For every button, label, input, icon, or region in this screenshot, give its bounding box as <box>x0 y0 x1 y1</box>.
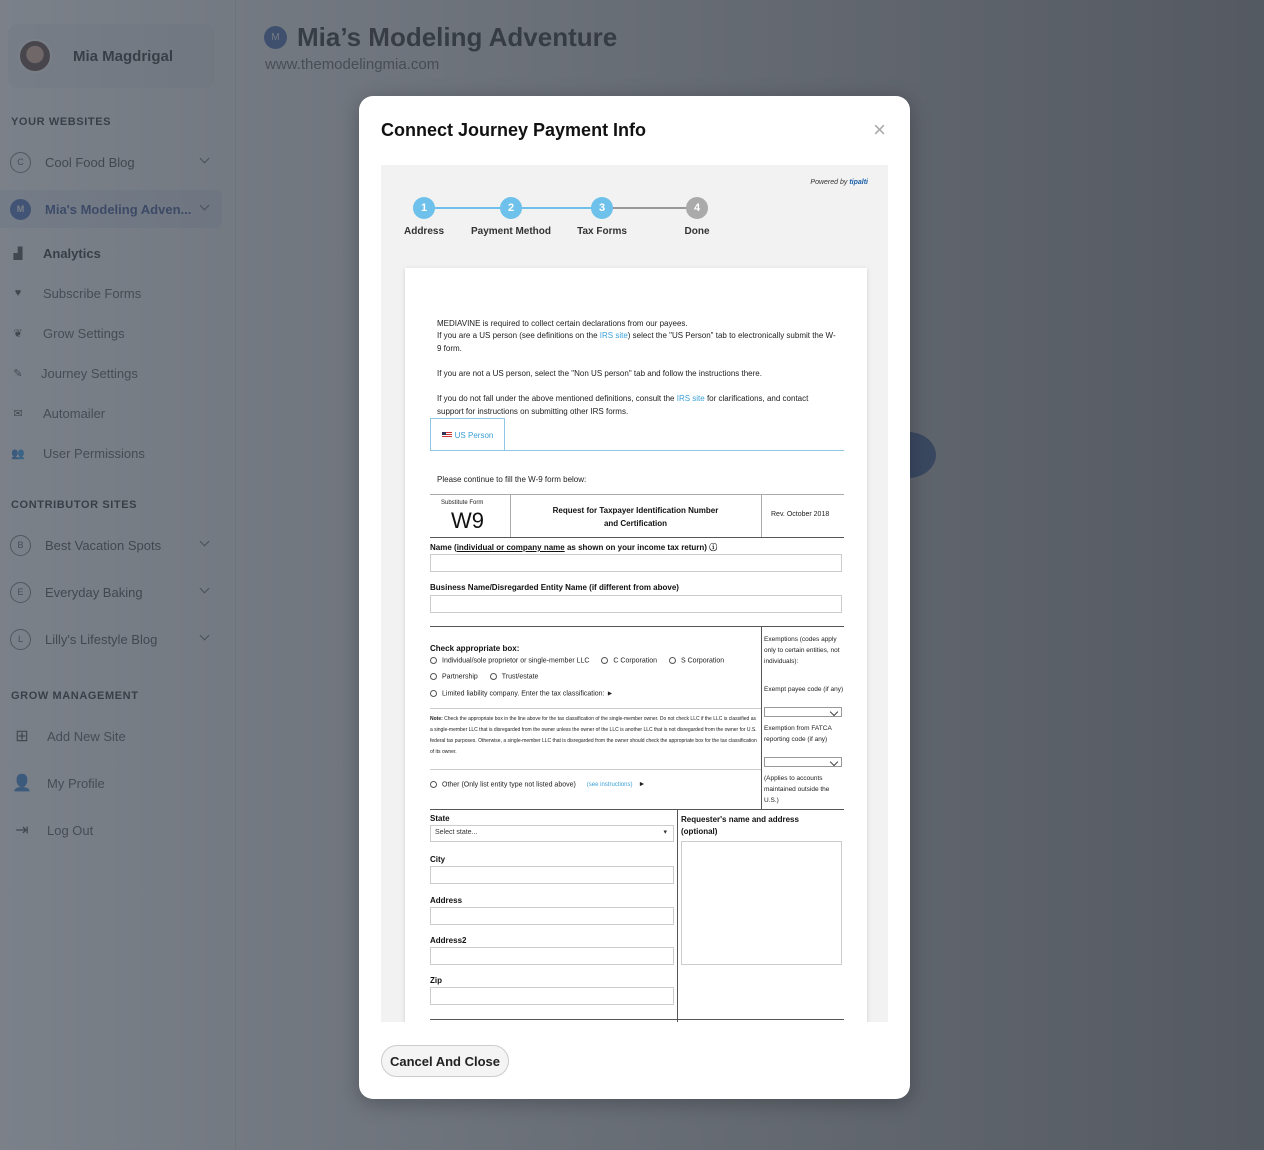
state-label: State <box>430 814 450 823</box>
divider <box>430 537 844 538</box>
intro-text-3: If you are not a US person, select the "Non US person" tab and follow the instructions there. <box>437 369 762 378</box>
radio-individual[interactable] <box>430 657 437 664</box>
address-label: Address <box>430 896 463 905</box>
divider <box>677 809 678 1022</box>
w9-title: W9 <box>451 508 484 533</box>
fatca-select[interactable] <box>764 757 842 767</box>
continue-text: Please continue to fill the W-9 form below: <box>437 475 587 484</box>
exempt-payee-label: Exempt payee code (if any) <box>764 686 844 693</box>
city-input[interactable] <box>430 866 674 884</box>
request-title: Request for Taxpayer Identification Number and Certification <box>552 506 719 528</box>
powered-by-prefix: Powered by <box>810 179 848 186</box>
radio-trust-estate[interactable] <box>490 673 497 680</box>
intro-text-2: If you are a US person (see definitions on the IRS site) select the "US Person" tab to electronically submit the W-9 form. <box>437 331 836 353</box>
divider <box>430 626 844 627</box>
divider <box>761 494 762 537</box>
divider <box>430 809 844 810</box>
llc-note: Note: Check the appropriate box in the line above for the tax classification of the single-member owner. Do not check LLC if the LLC is classified as a single-member LLC that is disregarded from the owner unless the owner of the LLC is another LLC that is not disregarded from the owner for U.S. federal tax purposes. Otherwise, a single-member LLC that is disregarded from the owner should check the appropriate box for the tax classification of its owner. <box>430 716 757 755</box>
name-input[interactable] <box>430 554 842 572</box>
tab-us-person-label: US Person <box>454 430 494 440</box>
divider <box>430 1019 844 1020</box>
intro-text-1: MEDIAVINE is required to collect certain declarations from our payees. <box>437 319 688 328</box>
tipalti-iframe <box>381 165 888 1022</box>
payment-info-modal <box>359 96 910 1099</box>
requester-textarea[interactable] <box>681 841 842 965</box>
zip-input[interactable] <box>430 987 674 1005</box>
radio-llc[interactable] <box>430 690 437 697</box>
radio-partnership[interactable] <box>430 673 437 680</box>
irs-site-link[interactable]: IRS site <box>676 394 705 403</box>
name-label: Name (individual or company name as shown on your income tax return) ⓘ <box>430 543 718 552</box>
close-icon[interactable]: × <box>873 117 886 142</box>
address-input[interactable] <box>430 907 674 925</box>
substitute-form-label: Substitute Form <box>441 500 484 506</box>
exempt-payee-select[interactable] <box>764 707 842 717</box>
divider <box>761 626 762 809</box>
step-2-label: Payment Method <box>470 226 552 237</box>
step-1-label: Address <box>403 226 445 237</box>
step-4-dot: 4 <box>686 197 708 219</box>
tax-class-row-1: Individual/sole proprietor or single-member LLC C Corporation S Corporation <box>430 657 724 664</box>
business-name-input[interactable] <box>430 595 842 613</box>
fatca-label: Exemption from FATCA reporting code (if any) <box>764 725 832 743</box>
us-flag-icon <box>442 432 452 438</box>
city-label: City <box>430 855 446 864</box>
cancel-and-close-button[interactable]: Cancel And Close <box>381 1045 509 1077</box>
step-3-dot: 3 <box>591 197 613 219</box>
see-instructions-link[interactable]: (see instructions) <box>586 782 633 789</box>
zip-label: Zip <box>430 976 442 985</box>
step-connector <box>424 207 511 209</box>
address2-label: Address2 <box>430 936 467 945</box>
applies-note: (Applies to accounts maintained outside the U.S.) <box>764 775 830 804</box>
tipalti-logo: tipalti <box>849 179 868 186</box>
divider <box>430 494 844 495</box>
tax-class-row-3: Limited liability company. Enter the tax classification: ► <box>430 690 613 697</box>
check-box-label: Check appropriate box: <box>430 644 520 653</box>
exemptions-text: Exemptions (codes apply only to certain entities, not individuals): <box>764 636 840 665</box>
tax-class-row-other: Other (Only list entity type not listed above) (see instructions) ► <box>430 781 645 788</box>
tax-class-row-2: Partnership Trust/estate <box>430 673 538 680</box>
divider <box>430 769 761 770</box>
requester-label: Requester's name and address (optional) <box>681 815 799 836</box>
stepper <box>381 179 888 239</box>
intro-text-4: If you do not fall under the above mentioned definitions, consult the IRS site for clarifications, and contact support for instructions on submitting other IRS forms. <box>437 394 809 416</box>
caret-down-icon: ▾ <box>663 829 667 836</box>
business-name-label: Business Name/Disregarded Entity Name (if different from above) <box>430 583 679 592</box>
step-4-label: Done <box>684 226 710 237</box>
state-placeholder: Select state... <box>435 829 478 836</box>
radio-s-corporation[interactable] <box>669 657 676 664</box>
step-connector <box>511 207 602 209</box>
tab-us-person[interactable] <box>430 418 505 451</box>
modal-title: Connect Journey Payment Info <box>381 120 647 140</box>
step-2-dot: 2 <box>500 197 522 219</box>
step-1-dot: 1 <box>413 197 435 219</box>
radio-other[interactable] <box>430 781 437 788</box>
divider <box>430 708 761 709</box>
radio-c-corporation[interactable] <box>601 657 608 664</box>
w9-document <box>405 268 867 1022</box>
revision-date: Rev. October 2018 <box>771 511 830 518</box>
address2-input[interactable] <box>430 947 674 965</box>
step-connector <box>602 207 697 209</box>
step-3-label: Tax Forms <box>577 226 627 237</box>
tab-divider <box>430 450 844 451</box>
irs-site-link[interactable]: IRS site <box>599 331 628 340</box>
state-select[interactable] <box>430 825 674 842</box>
